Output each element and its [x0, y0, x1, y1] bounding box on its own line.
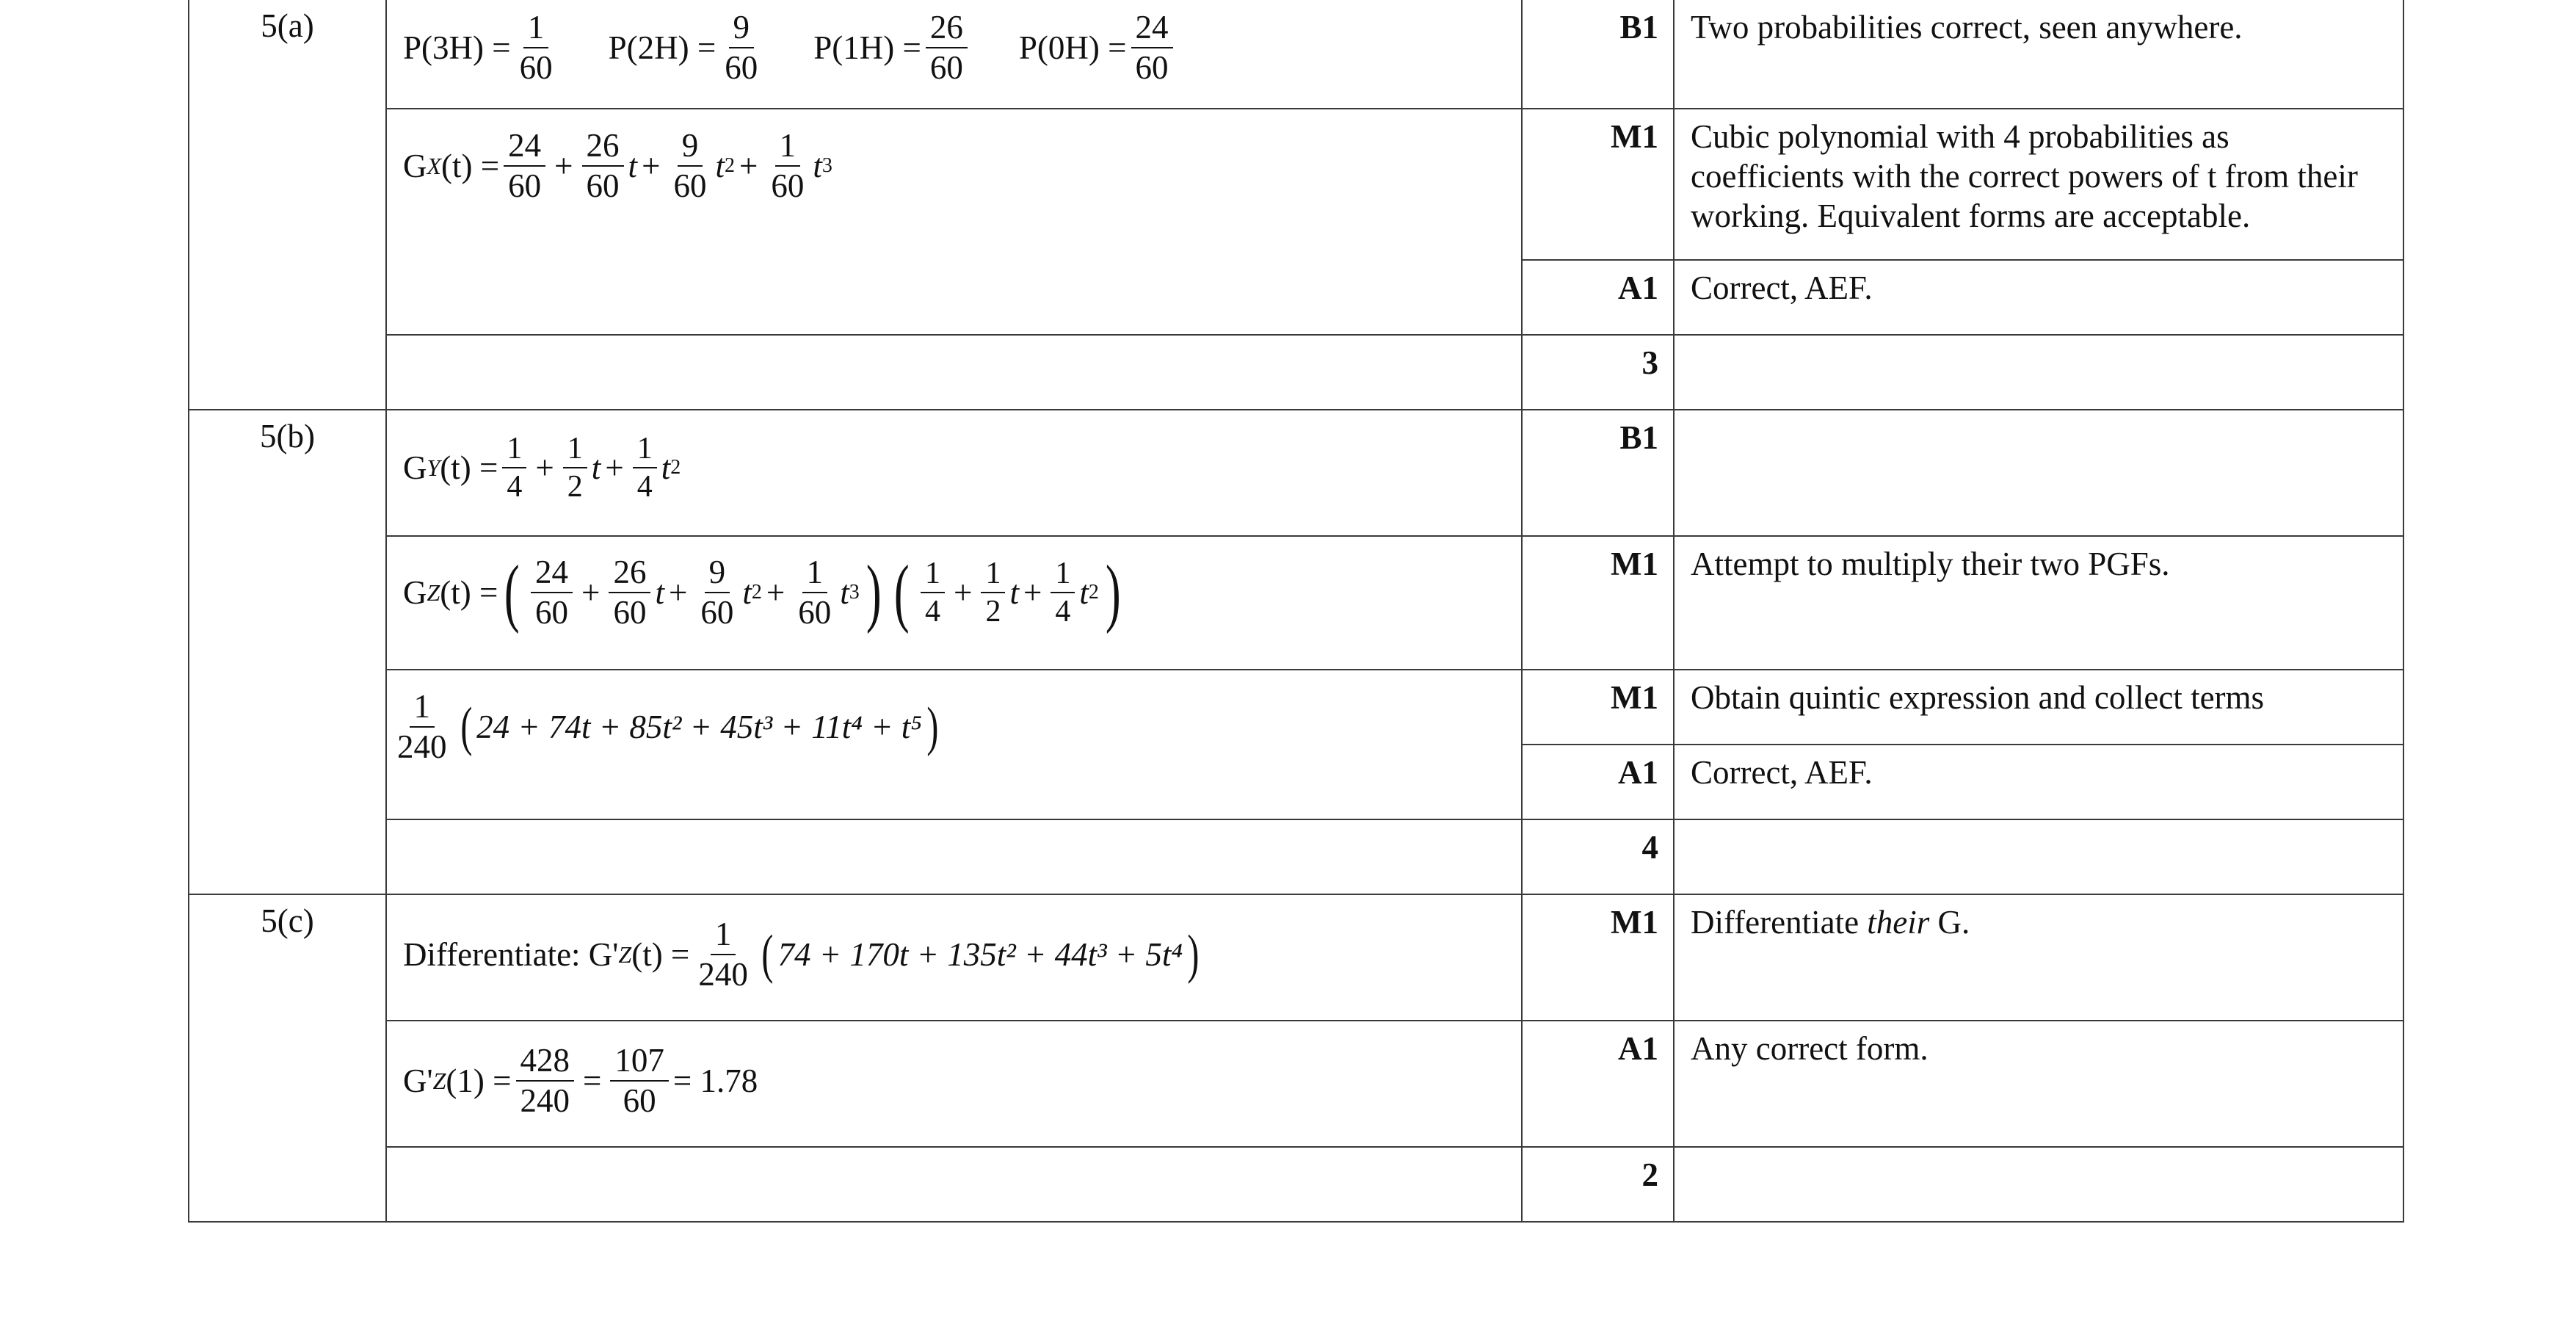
table-row [189, 109, 2403, 260]
mark-code: M1 [1522, 894, 1674, 1021]
table-row [189, 670, 2403, 745]
table-row [189, 819, 2403, 894]
gy-equation: G Y (t) = $\frac{1}{4}$ + $\frac{1}{2}$ t + $\frac{1}{4}$ t 2 [403, 432, 681, 504]
mark-code: A1 [1522, 260, 1674, 335]
question-number: 5(c) [189, 894, 386, 1222]
table-row [189, 335, 2403, 410]
quintic-expression: 1 240 ( 24 + 74t + 85t² + 45t³ + 11t⁴ + t⁵ ) [397, 688, 939, 766]
answer-cell [386, 894, 1522, 1021]
derivative-equation: Differentiate: G' Z (t) = $\frac{1}{240}$ ( 74 + 170t + 135t² + 44t³ + 5t⁴ ) [403, 916, 1200, 993]
mark-code: B1 [1522, 410, 1674, 536]
gx-equation: G X (t) = $\frac{24}{60}$ + $\frac{26}{60}$ t + $\frac{9}{60}$ t 2 + $\frac{1}{60}$ t 3 [403, 127, 832, 205]
guidance-text [1674, 410, 2403, 536]
guidance-text: Obtain quintic expression and collect terms [1674, 670, 2403, 745]
guidance-text: Two probabilities correct, seen anywhere. [1674, 0, 2403, 109]
mark-code: M1 [1522, 536, 1674, 670]
question-number: 5(b) [189, 410, 386, 894]
table-row [189, 1147, 2403, 1222]
mark-code: M1 [1522, 670, 1674, 745]
question-number: 5(a) [189, 0, 386, 410]
mark-code: A1 [1522, 745, 1674, 819]
answer-cell [386, 536, 1522, 670]
total-marks: 2 [1522, 1147, 1674, 1222]
mark-code: A1 [1522, 1021, 1674, 1147]
table-row [189, 410, 2403, 536]
mark-scheme-table [188, 0, 2404, 1223]
guidance-text: Any correct form. [1674, 1021, 2403, 1147]
mark-code: B1 [1522, 0, 1674, 109]
table-row [189, 1021, 2403, 1147]
answer-cell [386, 0, 1522, 109]
probabilities-equation: P(3H) = $\frac{1}{60}$ P(2H) = $\frac{9}{60}$ P(1H) = $\frac{26}{60}$ P(0H) = $\frac{24}{60}$ [403, 10, 1521, 86]
guidance-text: Correct, AEF. [1674, 260, 2403, 335]
table-row [189, 0, 2403, 109]
guidance-text: Differentiate their G. [1674, 894, 2403, 1021]
answer-cell [386, 410, 1522, 536]
expected-value-equation: G' Z (1) = $\frac{428}{240}$ = $\frac{107}{60}$ = 1.78 [403, 1042, 758, 1120]
guidance-text: Attempt to multiply their two PGFs. [1674, 536, 2403, 670]
answer-cell [386, 670, 1522, 819]
total-marks: 3 [1522, 335, 1674, 410]
table-row [189, 536, 2403, 670]
table-row [189, 894, 2403, 1021]
guidance-text: Cubic polynomial with 4 probabilities as coefficients with the correct powers of t from their working. Equivalent forms are acceptable. [1674, 109, 2403, 260]
mark-code: M1 [1522, 109, 1674, 260]
total-marks: 4 [1522, 819, 1674, 894]
answer-cell [386, 1021, 1522, 1147]
gz-equation: G Z (t) = ( 24 60 + $\frac{26}{60}$ t + $\frac{9}{60}$ t 2 + $\frac{1}{60}$ t 3 ) ( 1 4 + $\frac{1}{2}$ t + $\frac{1}{4}$ t 2 ) [403, 550, 1121, 634]
guidance-text: Correct, AEF. [1674, 745, 2403, 819]
answer-cell [386, 109, 1522, 335]
